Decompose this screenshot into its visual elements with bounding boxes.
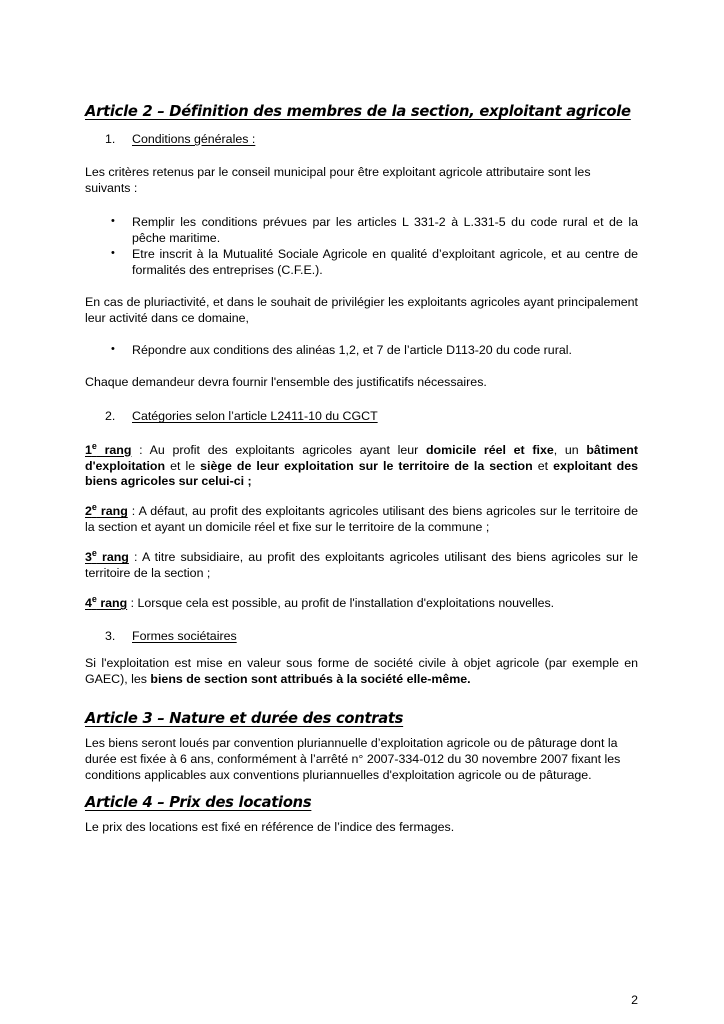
bold-run: siège de leur exploitation sur le territoire de la section — [200, 458, 533, 473]
rank-label: 4e rang — [85, 594, 128, 611]
text-run: : Lorsque cela est possible, au profit de l'installation d'exploitations nouvelles. — [127, 596, 555, 611]
paragraph-rang-2 — [85, 504, 638, 536]
list-item: • Remplir les conditions prévues par les articles L 331-2 à L.331-5 du code rural et de la pêche maritime. — [85, 215, 638, 247]
list-number: 2. — [105, 409, 116, 424]
text-run: Si l'exploitation est mise en valeur sous forme de société civile à objet agricole (par exemple en GAEC), les — [85, 656, 638, 687]
bold-run: exploitant des biens agricoles sur celui-ci ; — [85, 458, 639, 489]
rank-label: 3e rang — [85, 548, 129, 565]
paragraph-article-3: Les biens seront loués par convention pluriannuelle d’exploitation agricole ou de pâturage dont la durée est fixée à 6 ans, conformément à l’arrêté n° 2007-334-012 du 30 novembre 2007 fixant les conditions applicables aux conventions pluriannuelles d'exploitation agricole ou de pâturage. — [85, 736, 621, 782]
bold-run: biens de section sont attribués à la société elle-même. — [150, 672, 471, 687]
list-label: Formes sociétaires — [132, 629, 237, 644]
text-run: : A titre subsidiaire, au profit des exploitants agricoles utilisant des biens agricoles sur le territoire de la section ; — [85, 550, 638, 581]
list-number: 3. — [105, 629, 116, 644]
ordinal-suffix: e — [91, 594, 97, 604]
paragraph-rang-3 — [85, 550, 638, 582]
bold-run: bâtiment d'exploitation — [85, 442, 638, 473]
paragraph-rang-4 — [85, 596, 638, 612]
text-run: et — [532, 458, 554, 473]
bold-run: domicile réel et fixe — [425, 442, 554, 457]
article-4-heading: Article 4 – Prix des locations — [85, 793, 312, 811]
paragraph-pluriactivite: En cas de pluriactivité, et dans le souhait de privilégier les exploitants agricoles ayant principalement leur activité dans ce domaine, — [85, 294, 638, 325]
article-3-heading: Article 3 – Nature et durée des contrats — [85, 710, 404, 728]
paragraph-intro-criteria: Les critères retenus par le conseil municipal pour être exploitant agricole attributaire sont les suivants : — [85, 165, 591, 195]
text-run: et le — [165, 458, 201, 473]
rank-label: 1e rang — [85, 440, 132, 457]
text-run: : Au profit des exploitants agricoles ayant leur — [131, 442, 426, 457]
list-item: • Etre inscrit à la Mutualité Sociale Agricole en qualité d’exploitant agricole, et au centre de formalités des entreprises (C.F.E.). — [85, 247, 638, 279]
list-item-formes-societaires — [85, 628, 638, 644]
list-item-conditions-generales — [85, 131, 638, 147]
bullet-list-conditions — [85, 215, 638, 279]
list-item: • Répondre aux conditions des alinéas 1,2, et 7 de l’article D113-20 du code rural. — [85, 343, 638, 359]
rank-label: 2e rang — [85, 502, 128, 519]
list-number: 1. — [105, 131, 116, 146]
ordinal-suffix: e — [91, 440, 97, 451]
paragraph-rang-1 — [85, 440, 639, 491]
document-content — [85, 103, 638, 836]
ordinal-suffix: e — [91, 502, 97, 513]
paragraph-article-4: Le prix des locations est fixé en référence de l’indice des fermages. — [85, 819, 455, 834]
text-run: , un — [553, 442, 587, 457]
list-item-categories — [85, 408, 638, 424]
ordinal-suffix: e — [91, 548, 97, 559]
page-number: 2 — [631, 992, 638, 1007]
list-label: Catégories selon l’article L2411-10 du CGCT — [132, 409, 378, 424]
text-run: : A défaut, au profit des exploitants agricoles utilisant des biens agricoles sur le territoire de la section et ayant un domicile réel et fixe sur le territoire de la commune ; — [85, 504, 638, 535]
list-label: Conditions générales : — [132, 131, 256, 146]
paragraph-societaires — [85, 656, 638, 688]
bullet-list-alineas — [85, 343, 638, 359]
article-2-heading: Article 2 – Définition des membres de la section, exploitant agricole — [85, 103, 631, 120]
paragraph-justificatifs: Chaque demandeur devra fournir l'ensemble des justificatifs nécessaires. — [85, 374, 487, 389]
